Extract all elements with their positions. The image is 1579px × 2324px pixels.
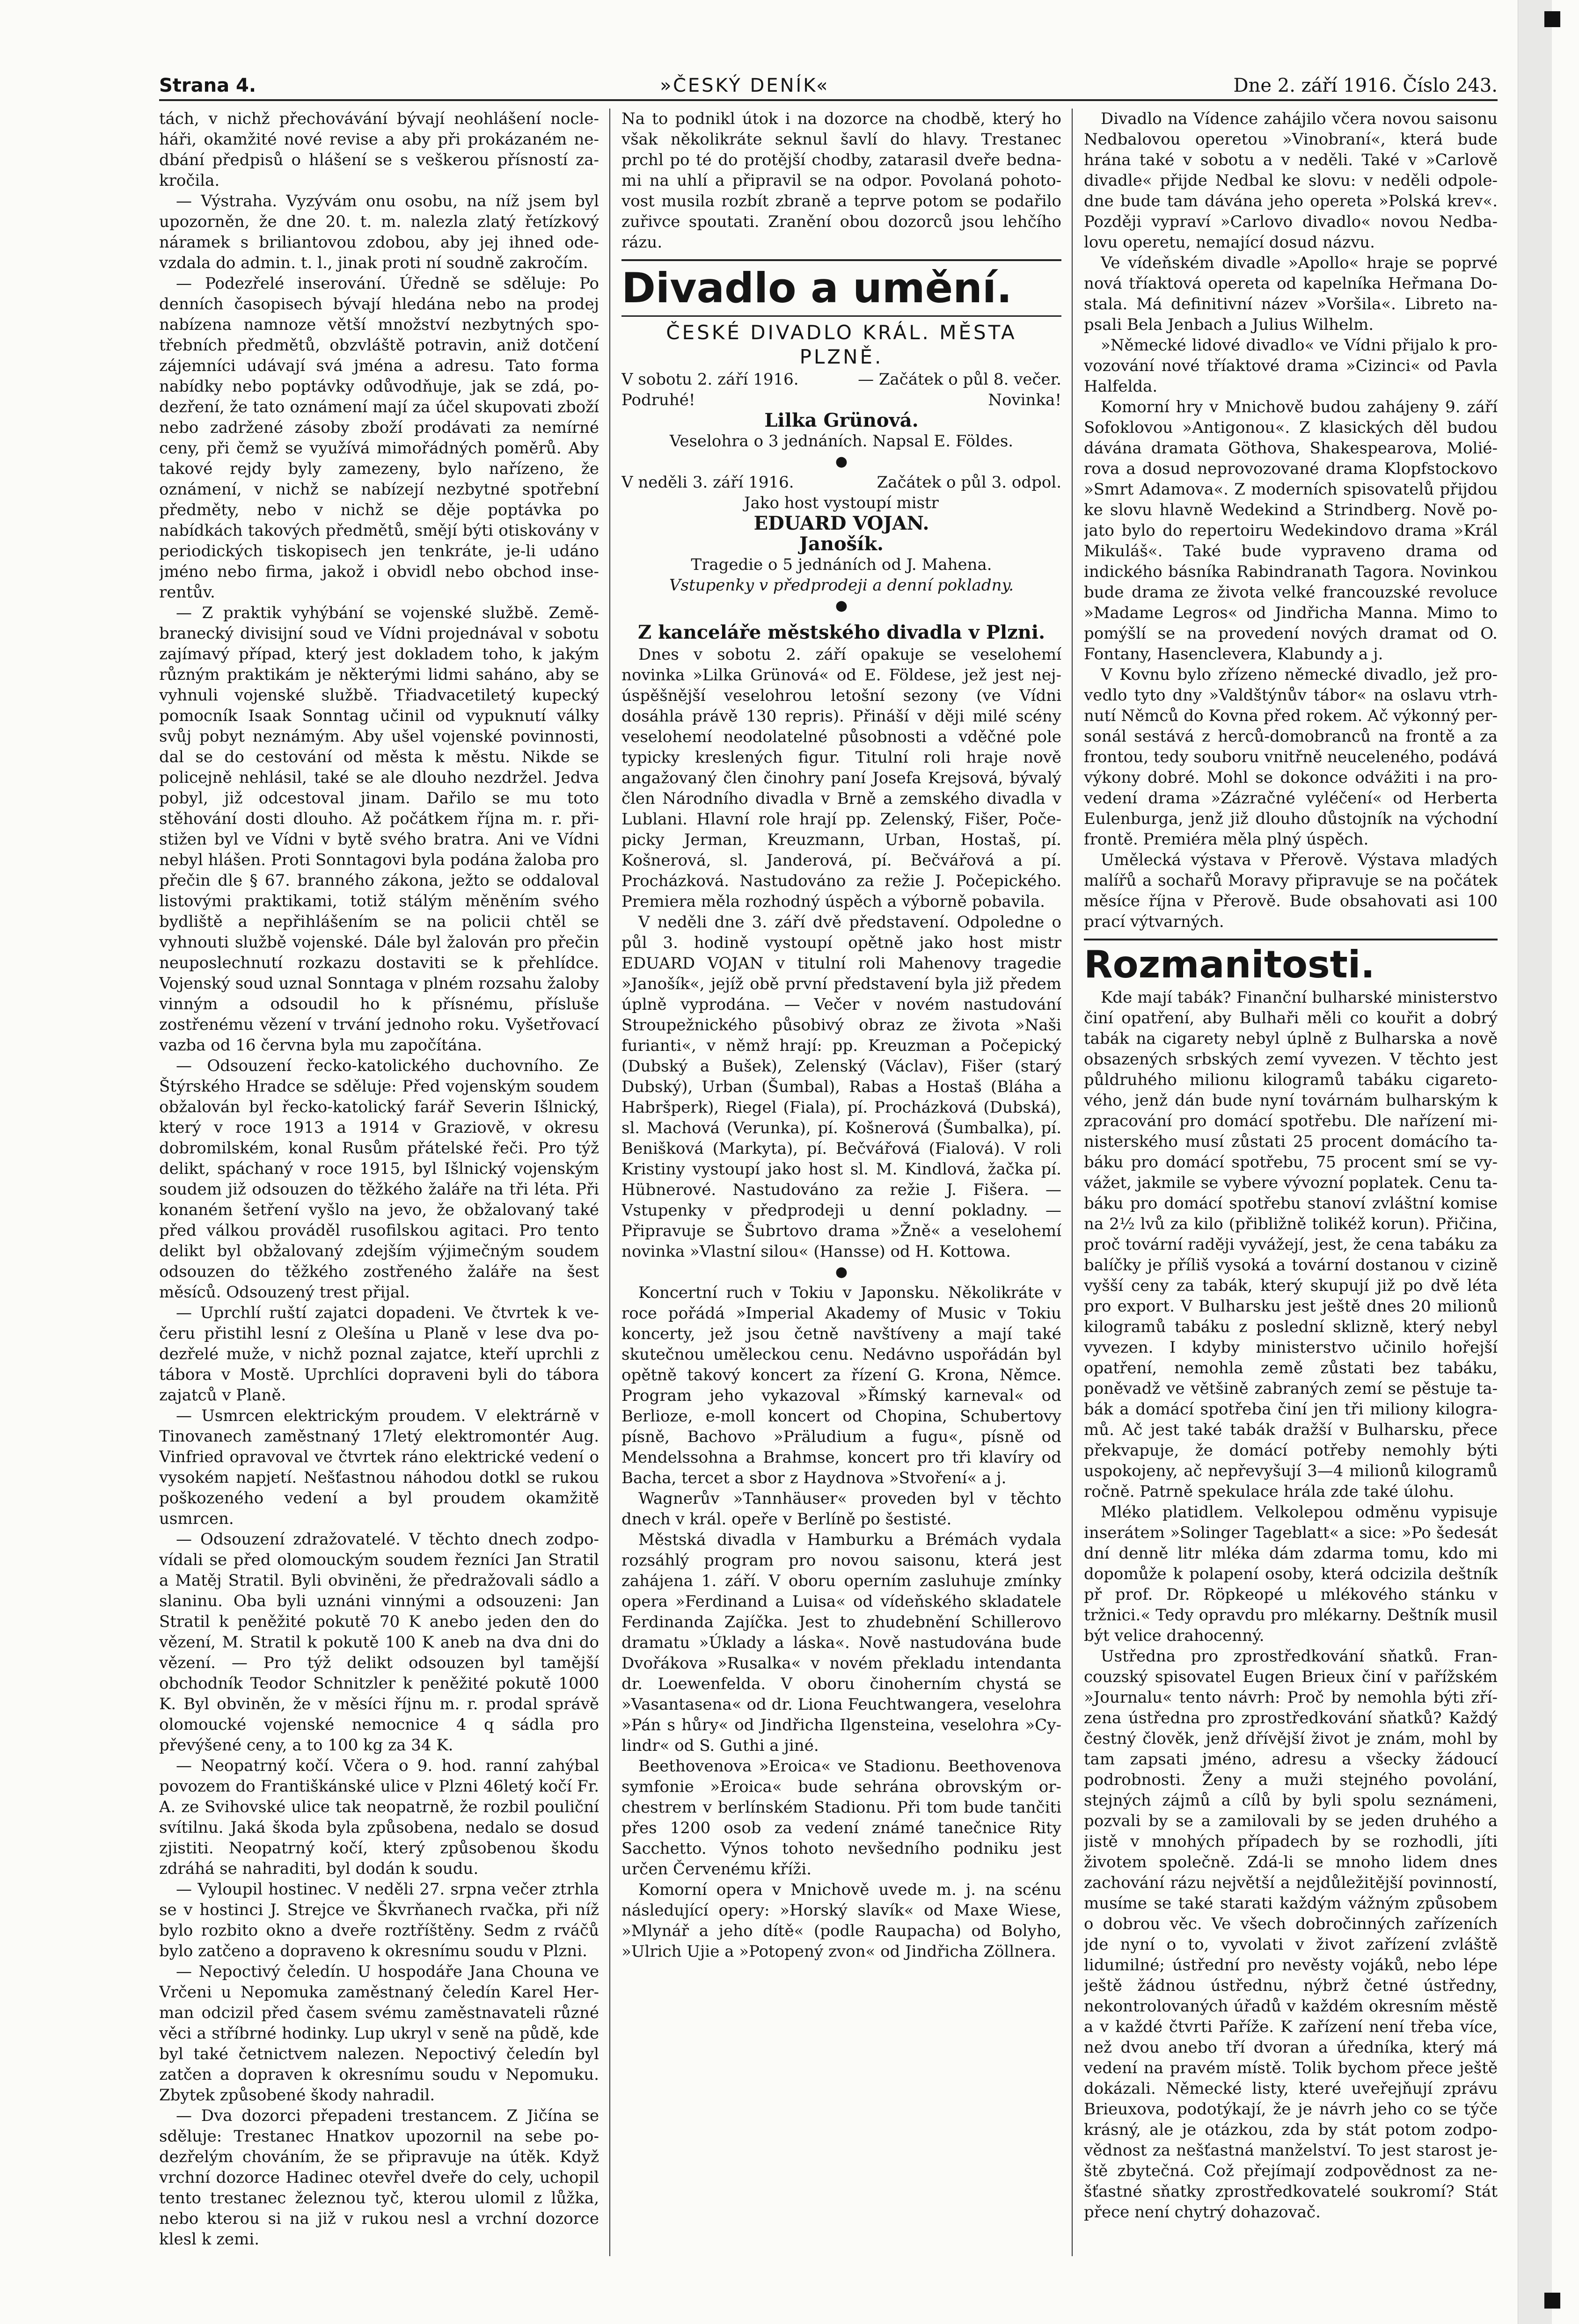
play-description: Tragedie o 5 jednáních od J. Mahena. xyxy=(691,555,992,574)
article-paragraph: Divadlo na Vídence zahájilo včera novou saisonu Nedbalovou operetou »Vinobraní«, která bude hrána také v sobotu a v neděli. Také v »Carlově divadle« přijde Nedbal ke slovu: v neděli odpoledne bude tam dávána jeho opereta »Polská krev«. Později vypraví »Carlovo divadlo« novou Nedbalovu operetu, nemající dosud názvu. xyxy=(1084,109,1498,252)
program-time: — Začátek o půl 8. večer. xyxy=(858,370,1061,389)
article-paragraph: V neděli dne 3. září dvě představení. Odpoledne o půl 3. hodině vystoupí opětně jako host mistr EDUARD VOJAN v titulní roli Mahenovy tragedie »Janošík«, jejíž obě první představení byla již předem úplně vyprodána. — Večer v novém nastudování Stroupežnického působivý obraz ze života »Naši furianti«, v němž hrají: pp. Kreuzman a Počepický (Dubský a Bušek), Zelenský (Václav), Fišer (starý Dubský), Urban (Šumbal), Rabas a Hostaš (Bláha a Habršperk), Riegel (Fiala), pí. Procházková (Dubská), sl. Machová (Verunka), pí. Košnerová (Šumbalka), pí. Benišková (Markyta), pí. Bečvářová (Fialová). V roli Kristiny vystoupí jako host sl. M. Kindlová, žačka pí. Hübnerové. Nastudováno za režie J. Fišera. — Vstupenky v předprodeji u denní pokladny. — Připravuje se Šubrtovo drama »Žně« a veselohemí novinka »Vlastní silou« (Hansse) od H. Kottowa. xyxy=(621,913,1061,1261)
program-date-line xyxy=(621,472,1061,493)
article-paragraph: Wagnerův »Tannhäuser« proveden byl v těchto dnech v král. opeře v Berlíně po šestisté. xyxy=(621,1489,1061,1529)
play-title: Janošík. xyxy=(799,533,884,555)
program-date-line xyxy=(621,369,1061,390)
issue-date: Dne 2. září 1916. Číslo 243. xyxy=(1233,75,1498,96)
article-paragraph: »Německé lidové divadlo« ve Vídni přijalo k provozování nové tříaktové drama »Cizinci« od Pavla Halfelda. xyxy=(1084,336,1498,396)
column-theatre xyxy=(621,109,1061,2256)
program-note-line xyxy=(621,390,1061,410)
program-note: Novinka! xyxy=(988,391,1061,409)
column-rule xyxy=(609,109,610,2256)
column-local-news xyxy=(159,109,599,2256)
guest-line: Jako host vystoupí mistr xyxy=(744,494,939,512)
tickets-note: Vstupenky v předprodeji a denní pokladny. xyxy=(669,576,1014,595)
separator-bullet: ● xyxy=(835,453,848,470)
column-rule xyxy=(1072,109,1073,2256)
scan-corner-mark xyxy=(1544,11,1560,27)
article-paragraph: Umělecká výstava v Přerově. Výstava mladých malířů a sochařů Moravy připravuje se na počátek měsíce října v Přerově. Bude obsahovati asi 100 prací výtvarných. xyxy=(1084,851,1498,931)
article-paragraph: Beethovenova »Eroica« ve Stadionu. Beethovenova symfonie »Eroica« bude sehrána obrovským orchestrem v berlínském Stadionu. Při tom bude tančiti přes 1200 osob za vedení známé tanečnice Rity Sacchetto. Výnos tohoto nevšedního podniku jest určen Červenému kříži. xyxy=(621,1757,1061,1879)
play-description: Veselohra o 3 jednáních. Napsal E. Földes. xyxy=(669,432,1014,451)
article-paragraph: — Nepoctivý čeledín. U hospodáře Jana Chouna ve Vrčeni u Nepomuka zaměstnaný čeledín Karel Herman odcizil před časem svému zaměstnavateli různé věci a stříbrné hodinky. Lup ukryl v seně na půdě, kde byl také četnictvem nalezen. Nepoctivý čeledín byl zatčen a dopraven k okresnímu soudu v Nepomuku. Zbytek způsobené škody nahradil. xyxy=(159,1962,599,2105)
separator-bullet: ● xyxy=(835,597,848,614)
article-paragraph: — Výstraha. Vyzývám onu osobu, na níž jsem byl upozorněn, že dne 20. t. m. nalezla zlatý řetízkový náramek s briliantovou zdobou, aby jej ihned odevzdala do admin. t. l., jinak proti ní soudně zakročím. xyxy=(159,192,599,272)
page-header xyxy=(159,61,1498,101)
play-title: Lilka Grünová. xyxy=(764,409,919,431)
column-culture-varieties xyxy=(1084,109,1498,2256)
masthead-title: »ČESKÝ DENÍK« xyxy=(660,75,830,96)
article-paragraph: Dnes v sobotu 2. září opakuje se veselohemí novinka »Lilka Grünová« od E. Földese, jež jest nejúspěšnější veselohrou letošní sezony (ve Vídni dosáhla právě 130 repris). Přináší v ději milé scény veselohemí neodolatelné působnosti a vděčné pole typicky kreslených figur. Titulní roli hraje nově angažovaný člen činohry paní Josefa Krejsová, bývalý člen Národního divadla v Brně a zemského divadla v Lublani. Hlavní role hrají pp. Zelenský, Fišer, Počepicky Jerman, Kreuzmann, Urban, Hostaš, pí. Košnerová, sl. Janderová, pí. Bečvářová a pí. Procházková. Nastudováno za režie J. Počepického. Premiera měla rozhodný úspěch a výborně pobavila. xyxy=(621,645,1061,911)
article-paragraph: Komorní opera v Mnichově uvede m. j. na scénu následující opery: »Horský slavík« od Maxe Wiese, »Mlynář a jeho dítě« (podle Raupacha) od Bolyho, »Ulrich Ujie a »Potopený zvon« od Jindřicha Zöllnera. xyxy=(621,1880,1061,1961)
separator-bullet: ● xyxy=(835,1264,848,1280)
article-paragraph: Ve vídeňském divadle »Apollo« hraje se poprvé nová tříaktová opereta od kapelníka Heřmana Dostala. Má definitivní název »Voršila«. Libreto napsali Bela Jenbach a Julius Wilhelm. xyxy=(1084,254,1498,334)
article-paragraph: Na to podnikl útok i na dozorce na chodbě, který ho však několikráte seknul šavlí do hlavy. Trestanec prchl po té do protější chodby, zatarasil dveře bednami na uhlí a připravil se na odpor. Povolaná pohotovost musila rozbít zbraně a teprve potom se podařilo zuřivce spoutati. Zranění obou dozorců jsou lehčího rázu. xyxy=(621,109,1061,252)
article-paragraph: V Kovnu bylo zřízeno německé divadlo, jež provedlo tyto dny »Valdštýnův tábor« na oslavu vtrhnutí Němců do Kovna před rokem. Ač výkonný personál sestává z herců-domobranců na frontě a za frontou, tedy souboru vnitřně neuceleného, podává výkony dobré. Mohl se dokonce odvážiti i na provedení drama »Zázračné vyléčení« od Herberta Eulenburga, jenž již dlouho důstojník na východní frontě. Premiéra měla plný úspěch. xyxy=(1084,665,1498,849)
article-paragraph: — Z praktik vyhýbání se vojenské službě. Zeměbranecký divisijní soud ve Vídni projednával v sobotu zajímavý případ, který jest dokladem toho, k jakým různým praktikám je některými lidmi saháno, aby se vyhnuli vojenské službě. Třiadvacetiletý kupecký pomocník Isaak Sonntag učinil od vypuknutí války svůj pobyt neznámým. Aby ušel vojenské povinnosti, dal se do cestování od města k městu. Nikde se policejně nehlásil, také se ale dlouho nezdržel. Jedva pobyl, již odcestoval jinam. Dařilo se mu toto stěhování dosti dlouho. Až počátkem října m. r. přistižen byl ve Vídni v bytě svého bratra. Ani ve Vídni nebyl hlášen. Proti Sonntagovi byla podána žaloba pro přečin dle § 67. branného zákona, ježto se oddaloval listovými praktikami, totiž stálým měněním svého bydliště a nepřihlášením se na policii chtěl se vyhnouti službě vojenské. Dále byl žalován pro přečin neuposlechnutí rozkazu dostaviti se k přehlídce. Vojenský soud uznal Sonntaga v plném rozsahu žaloby vinným a odsoudil ho k přísnému, přísluše zostřenému vězení v trvání jednoho roku. Vyšetřovací vazba od 16 června byla mu započítána. xyxy=(159,604,599,1055)
scan-corner-mark xyxy=(1544,2293,1560,2309)
scan-edge xyxy=(1518,0,1552,2324)
section-heading-rozmanitosti: Rozmanitosti. xyxy=(1084,939,1498,987)
article-paragraph: Ustředna pro zprostředkování sňatků. Francouzský spisovatel Eugen Brieux činí v pařížském »Journalu« tento návrh: Proč by nemohla býti zřízena ústředna pro zprostředkování sňatků? Každý čestný člověk, jenž dřívější život je znám, mohl by tam zapsati jméno, adresu a všecky žádoucí podrobnosti. Ženy a muži stejného povolání, stejných zájmů a cílů by byli spolu seznámeni, pozvali by se a zamilovali by se jeden druhého a jistě v mnohých případech by se rozhodli, jíti životem společně. Zdá-li se mnoho lidem dnes zachování rázu největší a nejdůležitější povinností, musíme se také starati každým vážným způsobem o dobrou věc. Ve všech dobročinných zařízeních jde nyní o to, vyvolati v život zařízení zvláště lidumilné; ústřední pro nevěsty vojáků, nebo lépe ještě žádnou ústřednu, nýbrž četné ústředny, nekontrolovaných úřadů v každém okresním městě a v každé čtvrti Paříže. K zařízení není třeba více, než dvou anebo tří dvoran a úředníka, který má vedení na pravém místě. Tolik bychom přece ještě dokázali. Německé listy, které uveřejňují zprávu Brieuxova, podotýkají, že je návrh jeho co se týče krásný, ale je otázkou, zda by stát potom zodpovědnost za nešťastná manželství. To jest starost ještě zbytečná. Což přejímají zodpovědnost za nešťastné sňatky zprostředkovatelé soukromí? Stát přece není chytrý dohazovač. xyxy=(1084,1647,1498,2222)
article-paragraph: Kde mají tabák? Finanční bulharské ministerstvo činí opatření, aby Bulhaři měli co kouřit a dobrý tabák na cigarety nebyl úplně z Bulharska a nově obsazených srbských zemí vyvezen. V těchto jest půldruhého milionu kilogramů tabáku cigaretového, jenž dán bude nyní továrnám bulharským k zpracování pro domácí spotřebu. Dle nařízení ministerského musí zůstati 25 procent domácího tabáku pro domácí spotřebu, 75 procent smí se vyvážet, jakmile se vybere vývozní poplatek. Cenu tabáku pro domácí spotřebu stanoví zvláštní komise na 2½ lvů za kilo (přibližně tolikéž korun). Přičina, proč tovární raději vyvážejí, jest, že cena tabáku za balíčky je příliš vysoká a tovární dostanou v cizině vyšší ceny za tabák, který skupují již po dvě léta pro export. V Bulharsku jest ještě dnes 20 milionů kilogramů tabáku z poslední sklizně, který nebyl vyvezen. I kdyby ministerstvo učinilo hořejší opatření, nemohla země zůstati bez tabáku, poněvadž ve většině zabraných zemí se pěstuje tabák a domácí spotřeba činí jen tři miliony kilogramů. Ač jest také tabák dražší v Bulharsku, přece překvapuje, že domácí potřeby nemohly býti uspokojeny, ač nepřevyšují 3—4 milionů kilogramů ročně. Patrně spekulace hrála zde také úlohu. xyxy=(1084,988,1498,1501)
program-date: V sobotu 2. září 1916. xyxy=(621,370,799,389)
article-paragraph: — Dva dozorci přepadeni trestancem. Z Jičína se sděluje: Trestanec Hnatkov upozornil na sebe podezřelým chováním, že se připravuje na útěk. Když vrchní dozorce Hadinec otevřel dveře do cely, uchopil tento trestanec železnou tyč, kterou ulomil z lůžka, nebo kterou si na již v rukou nesl a vrchní dozorce klesl k zemi. xyxy=(159,2106,599,2249)
article-paragraph: — Uprchlí ruští zajatci dopadeni. Ve čtvrtek k večeru přistihl lesní z Olešína u Planě v lese dva podezřelé muže, v nichž poznal zajatce, kteří uprchli z tábora v Mostě. Uprchlíci dopraveni byli do tábora zajatců v Planě. xyxy=(159,1304,599,1405)
program-date: V neděli 3. září 1916. xyxy=(621,473,794,492)
guest-name: EDUARD VOJAN. xyxy=(753,512,929,534)
article-paragraph: Koncertní ruch v Tokiu v Japonsku. Několikráte v roce pořádá »Imperial Akademy of Music v Tokiu koncerty, jež jsou četně navštíveny a mají také skutečnou uměleckou cenu. Nedávno uspořádán byl opětně takový koncert za řízení G. Krona, Němce. Program jeho vykazoval »Římský karneval« od Berlioze, e-moll koncert od Chopina, Schubertovy písně, Bachovo »Präludium a fugu«, písně od Mendelssohna a Brahmse, koncert pro tři klavíry od Bacha, tercet a sbor z Haydnova »Stvoření« a j. xyxy=(621,1283,1061,1487)
article-paragraph: — Neopatrný kočí. Včera o 9. hod. ranní zahýbal povozem do Františkánské ulice v Plzni 46letý kočí Fr. A. ze Svihovské ulice tak neopatrně, že rozbil pouliční svítilnu. Jaká škoda byla způsobena, nedalo se dosud zjistiti. Neopatrný kočí, který způsobenou škodu zdráhá se nahraditi, byl dodán k soudu. xyxy=(159,1756,599,1878)
article-paragraph: — Podezřelé inserování. Úředně se sděluje: Po denních časopisech bývají hledána nebo na prodej nabízena namnoze větší množství nezbytných spotřebních předmětů, obzvláště potravin, aniž dotčení zájemníci udávají svá jména a adresu. Tato forma nabídky nebo poptávky odůvodňuje, jak se zdá, podezření, že tato oznámení mají za účel skupovati zboží nebo zadržené zásoby zboží prodávati za nemírné ceny, při čemž se využívá mimořádných poměrů. Aby takové rejdy byly zamezeny, bylo nařízeno, že oznámení, v nichž se nabízejí nezbytné spotřební předměty, nebo v nichž se děje poptávka po nabídkách takových předmětů, smějí býti otiskovány v periodických tiskopisech jen tenkráte, je-li udáno jméno nebo firma, jakož i obvidl nebo obchod inserentův. xyxy=(159,274,599,602)
article-paragraph: — Odsouzení řecko-katolického duchovního. Ze Štýrského Hradce se sděluje: Před vojenským soudem obžalován byl řecko-katolický farář Severin Išlnický, který v roce 1913 a 1914 v Graziově, v okresu dobromilském, konal Rusům přátelské řeči. Pro týž delikt, spáchaný v roce 1915, byl Išlnický vojenským soudem již odsouzen do těžkého žaláře na tři léta. Při konaném šetření vyšlo na jevo, že obžalovaný také před válkou prováděl rusofilskou agitaci. Pro tento delikt byl obžalovaný zdejším výjimečným soudem odsouzen do těžkého zostřeného žaláře na šest měsíců. Odsouzený trest přijal. xyxy=(159,1056,599,1302)
article-paragraph: — Usmrcen elektrickým proudem. V elektrárně v Tinovanech zaměstnaný 17letý elektromontér Aug. Vinfried opravoval ve čtvrtek ráno elektrické vedení o vysokém napjetí. Nešťastnou náhodou dotkl se rukou poškozeného vedení a byl proudem okamžitě usmrcen. xyxy=(159,1406,599,1528)
article-paragraph: Komorní hry v Mnichově budou zahájeny 9. září Sofoklovou »Antigonou«. Z klasických děl budou dávána dramata Göthova, Shakespearova, Moliérova a dosud neprovozované drama Klopfstockovo »Smrt Adamova«. Z moderních spisovatelů přijdou ke slovu hlavně Wedekind a Strindberg. Nově pojato bylo do repertoiru Wedekindovo drama »Král Mikuláš«. Také bude vypraveno drama od indického básníka Rabindranath Tagora. Novinkou bude drama ze života velké francouzské revoluce »Madame Legros« od Jindřicha Manna. Mimo to pomýšlí se na provedení nových dramat od O. Fontany, Hasenclevera, Klabundy a j. xyxy=(1084,398,1498,663)
article-paragraph: tách, v nichž přechovávání bývají neohlášení nocleháři, okamžité nové revise a aby při prokázaném nedbání předpisů o hlášení se s veškerou přísností zakročila. xyxy=(159,109,599,190)
office-heading: Z kanceláře městského divadla v Plzni. xyxy=(637,621,1045,643)
article-paragraph: — Odsouzení zdražovatelé. V těchto dnech zodpovídali se před olomouckým soudem řezníci Jan Stratil a Matěj Stratil. Byli obviněni, že předražovali sádlo a slaninu. Oba byli uznáni vinnými a odsouzeni: Jan Stratil k peněžité pokutě 70 K anebo jeden den do vězení, M. Stratil k pokutě 100 K aneb na dva dni do vězení. — Pro týž delikt odsouzen byl tamější obchodník Teodor Schnitzler k peněžité pokutě 1000 K. Byl obviněn, že v měsíci říjnu m. r. prodal správě olomoucké vojenské nemocnice 4 q sádla pro převýšené ceny, a to 100 kg za 34 K. xyxy=(159,1530,599,1755)
article-paragraph: Městská divadla v Hamburku a Brémách vydala rozsáhlý program pro novou saisonu, která jest zahájena 1. září. V oboru operním zasluhuje zmínky opera »Ferdinand a Luisa« od vídeňského skladatele Ferdinanda Zajíčka. Jest to zhudebnění Schillerovo dramatu »Úklady a láska«. Nově nastudována bude Dvořákova »Rusalka« v novém překladu intendanta dr. Loewenfelda. V oboru činoherním chystá se »Vasantasena« od dr. Liona Feuchtwangera, veselohra »Pán s hůry« od Jindřicha Ilgensteina, veselohra »Cylindr« od S. Guthi a jiné. xyxy=(621,1530,1061,1755)
article-paragraph: — Vyloupil hostinec. V neděli 27. srpna večer ztrhla se v hostinci J. Strejce ve Škvrňanech rvačka, při níž bylo rozbito okno a dveře roztříštěny. Sedm z rváčů bylo zatčeno a dopraveno k okresnímu soudu v Plzni. xyxy=(159,1880,599,1960)
theater-name: ČESKÉ DIVADLO KRÁL. MĚSTA PLZNĚ. xyxy=(666,321,1017,368)
section-heading-divadlo: Divadlo a umění. xyxy=(621,259,1061,317)
article-paragraph: Mléko platidlem. Velkolepou odměnu vypisuje inserátem »Solinger Tageblatt« a sice: »Po šedesát dní denně litr mléka dám zdarma tomu, kdo mi dopomůže k polapení osoby, která odcizila deštník př prof. Dr. Röpkeopé u mlékového stánku v tržnici.« Tedy opravdu pro mlékarny. Deštník musil být velice drahocenný. xyxy=(1084,1503,1498,1645)
program-time: Začátek o půl 3. odpol. xyxy=(877,473,1061,492)
program-note: Podruhé! xyxy=(621,391,695,409)
page-number: Strana 4. xyxy=(159,75,256,96)
